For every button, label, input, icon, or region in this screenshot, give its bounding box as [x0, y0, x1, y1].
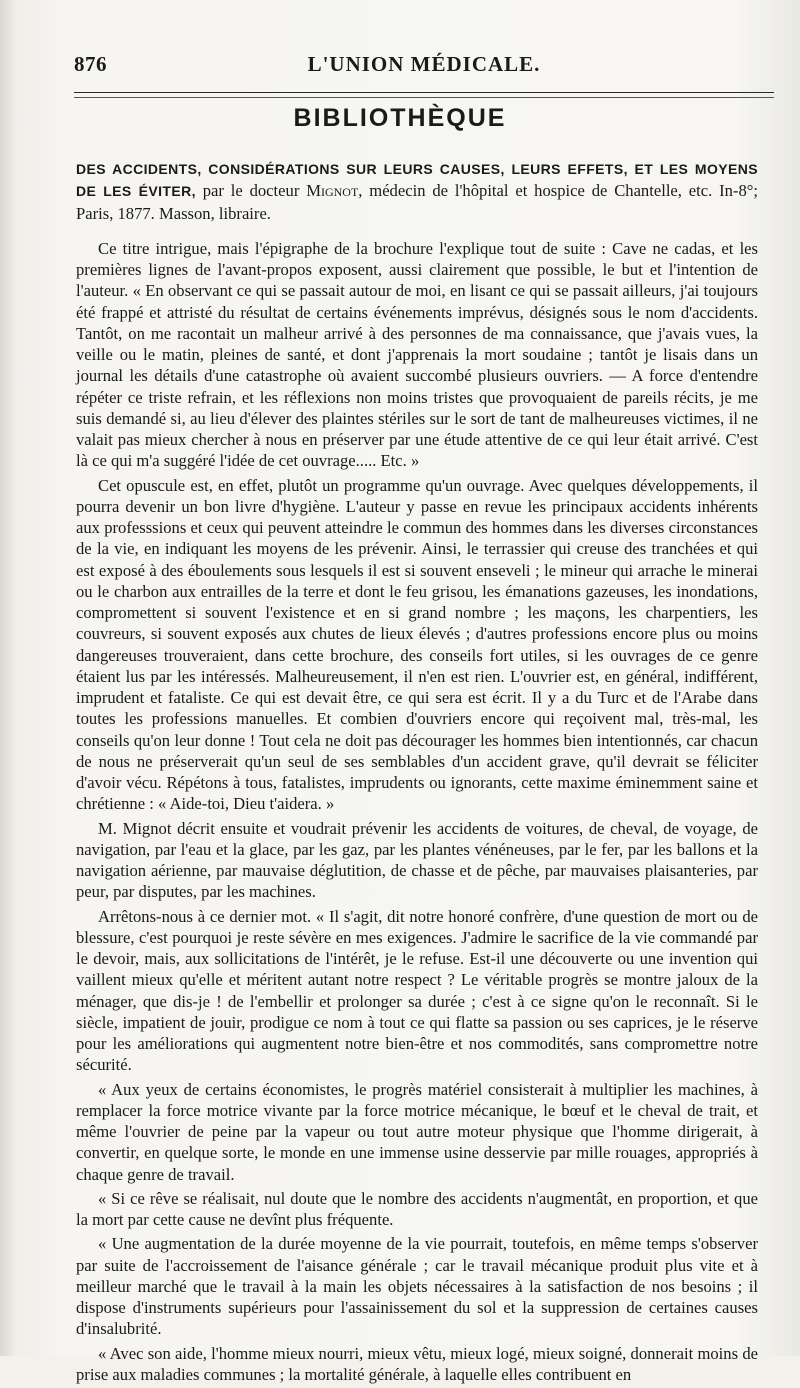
paragraph: Arrêtons-nous à ce dernier mot. « Il s'agit, dit notre honoré confrère, d'une question de mort ou de blessure, c'est pourquoi je reste sévère en mes exigences. J'admire le sacrifice de la vie commandé par le devoir, mais, aux sollicitations de l'intérêt, je le refuse. Est-il une découverte ou une invention qui vaillent mieux qu'elle et méritent autant notre respect ? Le véritable progrès se montre jaloux de la ménager, que dis-je ! de l'embellir et prolonger sa durée ; c'est à ce signe qu'on le reconnaît. Si le siècle, impatient de jouir, prodigue ce nom à tout ce qui flatte sa passion ou ses caprices, je le réserve pour les améliorations qui augmentent notre bien-être et nos commodités, sans compromettre notre sécurité. [76, 906, 758, 1075]
header-rule [74, 92, 774, 93]
book-by: par le docteur [202, 181, 300, 201]
page-header [74, 46, 774, 86]
book-title: DES ACCIDENTS, CONSIDÉRATIONS SUR LEURS CAUSES, LEURS EFFETS, ET LES MOYENS DE LES ÉVITER, [76, 161, 758, 200]
paragraph: « Avec son aide, l'homme mieux nourri, mieux vêtu, mieux logé, mieux soigné, donnerait moins de prise aux maladies communes ; la mortalité générale, à laquelle elles contribuent en [76, 1343, 758, 1384]
header-rule-thin [74, 97, 774, 98]
book-details: , médecin de l'hôpital et hospice de Chantelle, etc. In-8°; Paris, 1877. Masson, libraire. [76, 181, 759, 223]
section-title: BIBLIOTHÈQUE [293, 104, 507, 132]
article-body [76, 158, 758, 1388]
paragraph: « Si ce rêve se réalisait, nul doute que le nombre des accidents n'augmentât, en proportion, et que la mort par cette cause ne devînt plus fréquente. [76, 1188, 758, 1229]
page-number: 876 [74, 52, 107, 76]
paragraph: M. Mignot décrit ensuite et voudrait prévenir les accidents de voitures, de cheval, de voyage, de navigation, par l'eau et la glace, par les gaz, par les plantes vénéneuses, par le fer, par les ballons et la navigation aérienne, par mauvaise déglutition, de chasse et de pêche, par mauvaises plaisanteries, par peur, par disputes, par les machines. [76, 818, 758, 902]
paragraph: « Une augmentation de la durée moyenne de la vie pourrait, toutefois, en même temps s'observer par suite de l'accroissement de l'aisance générale ; car le travail mécanique produit plus vite et à meilleur marché que le travail à la main les objets nécessaires à la satisfaction de nos besoins ; il dispose d'instruments supérieurs pour l'assainissement du sol et la suppression de certaines causes d'insalubrité. [76, 1234, 758, 1339]
paragraph: Cet opuscule est, en effet, plutôt un programme qu'un ouvrage. Avec quelques développements, il pourra devenir un bon livre d'hygiène. L'auteur y passe en revue les principaux accidents inhérents aux professsions et ceux qui peuvent atteindre le commun des hommes dans les diverses circonstances de la vie, en indiquant les moyens de les prévenir. Ainsi, le terrassier qui creuse des tranchées et qui est exposé à des éboulements sous lesquels il est si souvent enseveli ; le mineur qui arrache le minerai ou le charbon aux entrailles de la terre et dont le feu grisou, les émanations gazeuses, les inondations, compromettent si souvent l'existence et en si grand nombre ; les maçons, les charpentiers, les couvreurs, si souvent exposés aux chutes de lieux élevés ; d'autres professions encore plus ou moins dangereuses trouveraient, dans cette brochure, des conseils fort utiles, si les ouvrages de ce genre étaient lus par les intéressés. Malheureusement, il n'en est rien. L'ouvrier est, en général, indifférent, imprudent et fataliste. Ce qui est devait être, ce qui sera est écrit. Il y a du Turc et de l'Arabe dans toutes les professions manuelles. Et combien d'ouvriers encore qui reçoivent mal, très-mal, les conseils qu'on leur donne ! Tout cela ne doit pas décourager les hommes bien intentionnés, car chacun de nous ne préserverait qu'un seul de ses semblables d'un accident grave, qu'il devrait se féliciter d'avoir vécu. Répétons à tous, fatalistes, imprudents ou ignorants, cette maxime éminemment saine et chrétienne : « Aide-toi, Dieu t'aidera. » [76, 475, 758, 814]
paragraph: Ce titre intrigue, mais l'épigraphe de la brochure l'explique tout de suite : Cave ne cadas, et les premières lignes de l'avant-propos exposent, aussi clairement que possible, le but et l'intention de l'auteur. « En observant ce qui se passait autour de moi, en lisant ce qui se passait ailleurs, j'ai toujours été frappé et attristé du résultat de certains événements imprévus, désignés sous le nom d'accidents. Tantôt, on me racontait un malheur arrivé à des personnes de ma connaissance, que j'avais vues, la veille ou le matin, pleines de santé, et dont j'apprenais la mort soudaine ; tantôt je lisais dans un journal les détails d'une catastrophe où avaient succombé plusieurs ouvriers. — A force d'entendre répéter ce triste refrain, et les réflexions non moins tristes que provoquaient de pareils récits, je me suis demandé si, au lieu d'élever des plaintes stériles sur le sort de tant de malheureuses victimes, il ne valait pas mieux chercher à nous en préserver par une étude attentive de ce qui leur était arrivé. C'est là ce qui m'a suggéré l'idée de cet ouvrage..... Etc. » [76, 238, 758, 471]
book-author: Mignot [306, 181, 359, 201]
page-edge-shadow [0, 0, 16, 1356]
paragraph: « Aux yeux de certains économistes, le progrès matériel consisterait à multiplier les machines, à remplacer la force motrice vivante par la force motrice mécanique, le bœuf et le cheval de trait, et même l'ouvrier de peine par la vapeur ou tout autre moteur physique que l'homme dirigerait, à convertir, en quelque sorte, le monde en une immense usine desservie par mille rouages, appropriés à chaque genre de travail. [76, 1079, 758, 1184]
book-reference [76, 158, 758, 224]
running-title: L'UNION MÉDICALE. [307, 52, 541, 76]
